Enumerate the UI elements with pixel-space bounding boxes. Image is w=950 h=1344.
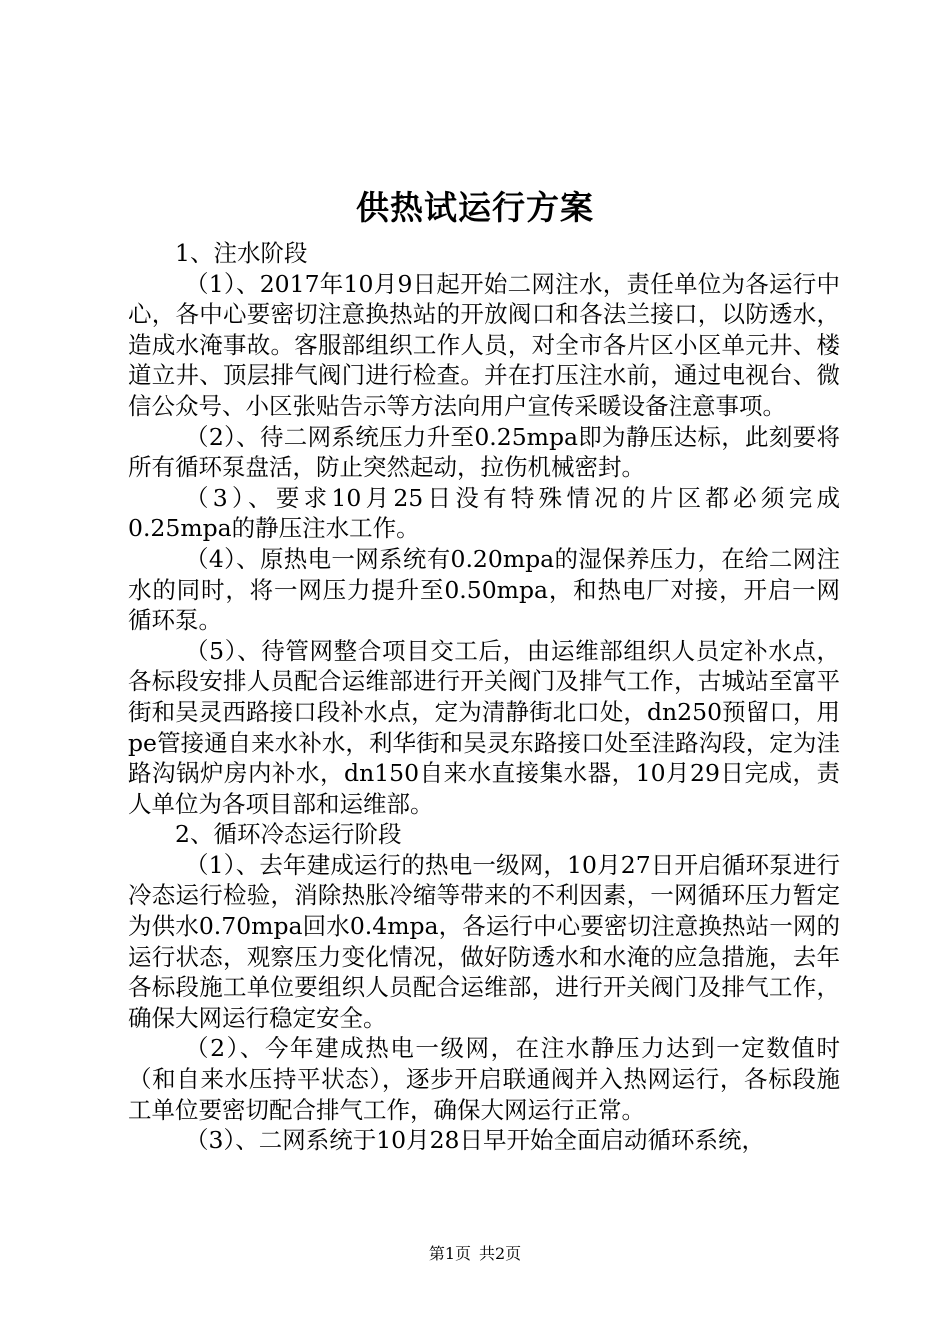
paragraph: （3）、要求10月25日没有特殊情况的片区都必须完成0.25mpa的静压注水工作。: [128, 483, 840, 543]
section-heading: 2、循环冷态运行阶段: [175, 820, 402, 849]
document-body: [128, 238, 840, 1156]
page-total: 共2页: [479, 1244, 522, 1263]
section-heading: 1、注水阶段: [175, 239, 308, 267]
paragraph: （3）、二网系统于10月28日早开始全面启动循环系统，: [185, 1126, 766, 1155]
paragraph: （5）、待管网整合项目交工后，由运维部组织人员定补水点，各标段安排人员配合运维部进行开关阀门及排气工作，古城站至富平街和吴灵西路接口段补水点，定为清静街北口处，dn250预留口，用pe管接通自来水补水，利华街和吴灵东路接口处至洼路沟段，定为洼路沟锅炉房内补水，dn150自来水直接集水器，10月29日完成，责人单位为各项目部和运维部。: [128, 636, 840, 818]
paragraph: （2）、今年建成热电一级网，在注水静压力达到一定数值时（和自来水压持平状态），逐步开启联通阀并入热网运行，各标段施工单位要密切配合排气工作，确保大网运行正常。: [128, 1034, 840, 1124]
page-footer: [0, 1242, 950, 1266]
paragraph: （2）、待二网系统压力升至0.25mpa即为静压达标，此刻要将所有循环泵盘活，防止突然起动，拉伤机械密封。: [128, 422, 840, 482]
paragraph: （1）、2017年10月9日起开始二网注水，责任单位为各运行中心，各中心要密切注意换热站的开放阀口和各法兰接口，以防透水，造成水淹事故。客服部组织工作人员，对全市各片区小区单元井、楼道立井、顶层排气阀门进行检查。并在打压注水前，通过电视台、微信公众号、小区张贴告示等方法向用户宣传采暖设备注意事项。: [128, 269, 840, 420]
document-title: 供热试运行方案: [356, 188, 594, 227]
page-number: 第1页: [428, 1244, 471, 1263]
paragraph: （4）、原热电一网系统有0.20mpa的湿保养压力，在给二网注水的同时，将一网压力提升至0.50mpa，和热电厂对接，开启一网循环泵。: [128, 544, 840, 635]
paragraph: （1）、去年建成运行的热电一级网，10月27日开启循环泵进行冷态运行检验，消除热胀冷缩等带来的不利因素，一网循环压力暂定为供水0.70mpa回水0.4mpa，各运行中心要密切注意换热站一网的运行状态，观察压力变化情况，做好防透水和水淹的应急措施，去年各标段施工单位要组织人员配合运维部，进行开关阀门及排气工作，确保大网运行稳定安全。: [128, 850, 840, 1032]
